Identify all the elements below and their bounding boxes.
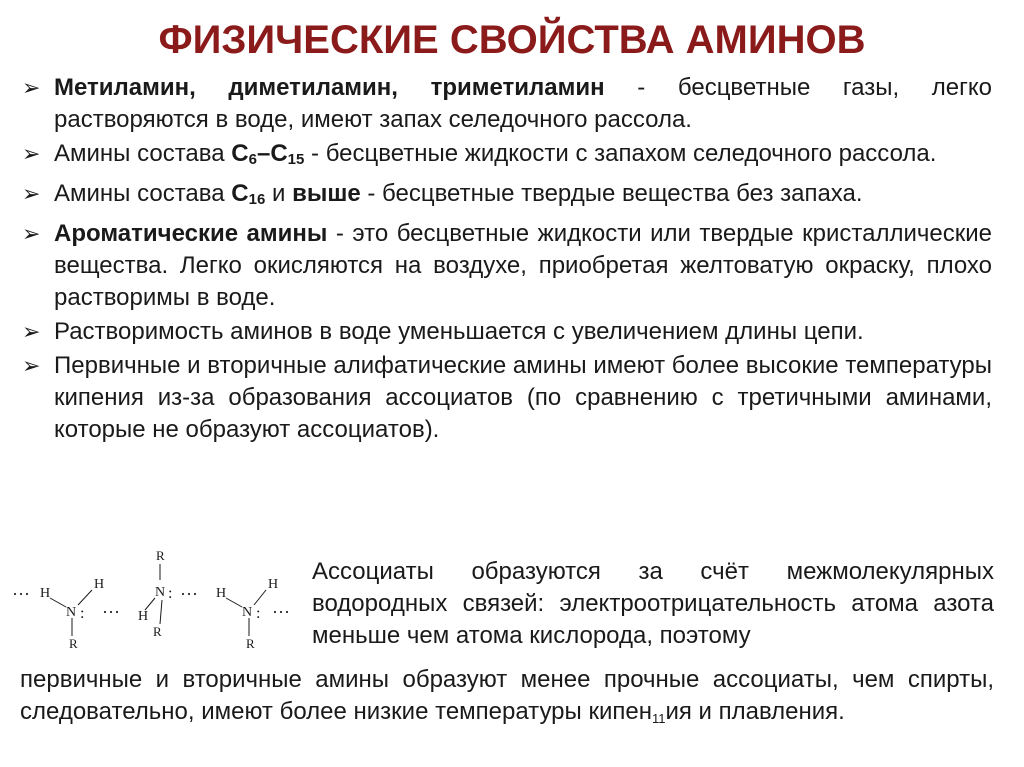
atom-n: N [242,605,253,620]
arrow-bullet-icon: ➢ [22,319,41,344]
h-bond-dots: ··· [272,602,290,622]
item-prefix: Амины состава [54,140,232,167]
atom-r: R [69,636,78,651]
lone-pair-dots: : [168,585,173,602]
atom-h: H [268,577,279,592]
formula [231,140,304,167]
arrow-bullet-icon: ➢ [22,181,41,206]
item-text: - это бесцветные жидкости или твердые кристаллические вещества. Легко окисляются на воздухе, приобретая желтоватую окраску, плохо растворимы в воде. [54,220,992,311]
formula-sub: 6 [248,151,257,168]
h-bond-dots: ··· [102,602,120,622]
bold-term: выше [292,180,361,207]
lone-pair-dots: : [256,605,261,622]
formula-c: C [231,140,249,167]
item-mid: и [265,180,293,207]
list-item [22,178,992,216]
association-text-bottom [20,664,994,735]
arrow-bullet-icon: ➢ [22,75,41,100]
atom-h: H [40,586,51,601]
association-text: первичные и вторичные амины образуют менее прочные ассоциаты, чем спирты, следовательно, имеют более низкие температуры кипен [20,666,994,725]
page-title: ФИЗИЧЕСКИЕ СВОЙСТВА АМИНОВ [158,18,866,62]
h-bond-dots: ··· [12,584,30,604]
item-prefix: Амины состава [54,180,232,207]
formula-sub: 15 [287,151,305,168]
list-item [22,350,992,446]
atom-r: R [156,548,165,563]
lone-pair-dots: : [80,605,85,622]
item-text: - бесцветные газы, легко растворяются в воде, имеют запах селедочного рассола. [54,74,992,133]
atom-r: R [246,636,255,651]
formula-c: C [270,140,288,167]
arrow-bullet-icon: ➢ [22,221,41,246]
atom-h: H [216,586,227,601]
association-text: ия и плавления. [665,698,845,725]
atom-n: N [155,585,166,600]
list-item [22,218,992,314]
arrow-bullet-icon: ➢ [22,141,41,166]
properties-list [22,72,992,448]
formula-c: C [231,180,249,207]
item-text: Первичные и вторичные алифатические амины имеют более высокие температуры кипения из-за образования ассоциатов (по сравнению с третичными аминами, которые не образуют ассоциатов). [54,352,992,443]
h-bond-dots: ··· [180,584,198,604]
formula [231,180,265,207]
formula-sub: 16 [248,191,266,208]
list-item [22,72,992,136]
atom-r: R [153,624,162,639]
arrow-bullet-icon: ➢ [22,353,41,378]
atom-n: N [66,605,77,620]
page-number: 11 [651,711,666,726]
formula-dash: – [256,140,271,167]
bold-term: Ароматические амины [54,220,328,247]
item-text: - бесцветные твердые вещества без запаха. [360,180,863,207]
list-item [22,138,992,176]
item-text: Растворимость аминов в воде уменьшается с увеличением длины цепи. [54,318,864,345]
bold-term: Метиламин, диметиламин, триметиламин [54,74,605,101]
association-text-top: Ассоциаты образуются за счёт межмолекулярных водородных связей: электроотрицательность атома азота меньше чем атома кислорода, поэтому [312,558,994,649]
hydrogen-bond-diagram [10,548,300,658]
atom-h: H [94,577,105,592]
list-item [22,316,992,348]
atom-h: H [138,609,149,624]
item-text: - бесцветные жидкости с запахом селедочного рассола. [304,140,937,167]
